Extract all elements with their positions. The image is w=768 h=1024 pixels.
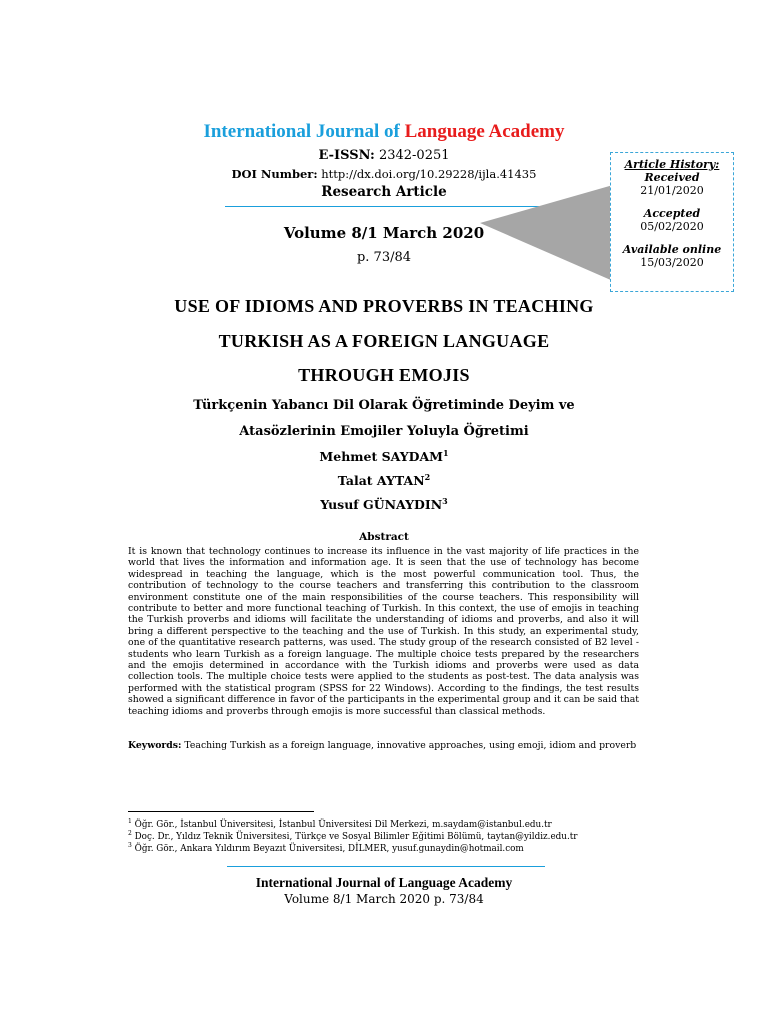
author-name: Mehmet SAYDAM bbox=[319, 449, 443, 465]
author-footnote-mark[interactable]: 1 bbox=[443, 448, 449, 458]
footer-journal-name: International Journal of Language Academy bbox=[255, 875, 513, 890]
keywords-text: Teaching Turkish as a foreign language, innovative approaches, using emoji, idiom and proverb bbox=[181, 740, 637, 751]
author-1 bbox=[0, 448, 768, 464]
abstract-heading: Abstract bbox=[359, 531, 409, 543]
issn-label: E-ISSN: bbox=[318, 148, 375, 163]
online-label: Available online bbox=[622, 243, 722, 256]
footnote-mark: 1 bbox=[128, 818, 132, 825]
keywords bbox=[128, 740, 639, 751]
paper-title-line-2: TURKISH AS A FOREIGN LANGUAGE bbox=[218, 331, 550, 351]
doi-label: DOI Number: bbox=[231, 167, 318, 181]
author-name: Talat AYTAN bbox=[337, 473, 425, 489]
issn-value: 2342-0251 bbox=[374, 148, 450, 163]
footer-divider bbox=[227, 866, 545, 867]
accepted-date: 05/02/2020 bbox=[640, 220, 704, 233]
footnote-text: Öğr. Gör., İstanbul Üniversitesi, İstanbul Üniversitesi Dil Merkezi, m.saydam@istanbul.edu.tr bbox=[131, 819, 552, 830]
abstract-body: It is known that technology continues to increase its influence in the vast majority of life practices in the world that lives the information and information age. It is seen that the use of technology has become widespread in teaching the language, which is the most powerful communication tool. Thus, the contribution of technology to the course teachers and transferring this contribution to the classroom environment constitute one of the main responsibilities of the course teachers. This responsibility will contribute to better and more functional teaching of Turkish. In this context, the use of emojis in teaching the Turkish proverbs and idioms will facilitate the understanding of idioms and proverbs, and also it will bring a different perspective to the teaching and the use of Turkish. In this study, an experimental study, one of the quantitative research patterns, was used. The study group of the research consisted of B2 level - students who learn Turkish as a foreign language. The multiple choice tests prepared by the researchers and the emojis determined in accordance with the Turkish idioms and proverbs were used as data collection tools. The multiple choice tests were applied to the students as post-test. The data analysis was performed with the statistical program (SPSS for 22 Windows). According to the findings, the test results showed a significant difference in favor of the participants in the experimental group and it can be said that teaching idioms and proverbs through emojis is more successful than classical methods. bbox=[128, 546, 639, 717]
volume-info: Volume 8/1 March 2020 bbox=[283, 224, 485, 242]
journal-title bbox=[0, 121, 768, 143]
footnote-text: Doç. Dr., Yıldız Teknik Üniversitesi, Türkçe ve Sosyal Bilimler Eğitimi Bölümü, taytan@yildiz.edu.tr bbox=[131, 831, 578, 842]
journal-title-part1: International Journal of bbox=[203, 121, 405, 142]
author-3 bbox=[0, 496, 768, 512]
footnote-3 bbox=[128, 840, 668, 855]
keywords-label: Keywords: bbox=[128, 740, 182, 751]
page-range: p. 73/84 bbox=[356, 250, 412, 265]
paper-title-line-3: THROUGH EMOJIS bbox=[298, 365, 470, 385]
author-footnote-mark[interactable]: 3 bbox=[442, 496, 448, 506]
footer-volume-pages: Volume 8/1 March 2020 p. 73/84 bbox=[284, 892, 484, 906]
turkish-title-line-1: Türkçenin Yabancı Dil Olarak Öğretiminde Deyim ve bbox=[193, 398, 575, 413]
author-name: Yusuf GÜNAYDIN bbox=[320, 497, 443, 513]
article-type: Research Article bbox=[321, 184, 447, 200]
footnote-text: Öğr. Gör., Ankara Yıldırım Beyazıt Üniversitesi, DİLMER, yusuf.gunaydin@hotmail.com bbox=[131, 843, 524, 854]
paper-title-line-1: USE OF IDIOMS AND PROVERBS IN TEACHING bbox=[174, 296, 594, 316]
history-title: Article History: bbox=[624, 158, 720, 171]
author-2 bbox=[0, 472, 768, 488]
journal-title-part2: Language Academy bbox=[404, 121, 565, 142]
received-label: Received bbox=[644, 171, 700, 184]
footnote-mark: 2 bbox=[128, 830, 132, 837]
footnote-divider bbox=[128, 811, 314, 812]
doi-link[interactable]: http://dx.doi.org/10.29228/ijla.41435 bbox=[317, 167, 537, 181]
received-date: 21/01/2020 bbox=[640, 184, 704, 197]
article-history-box bbox=[610, 152, 734, 292]
turkish-title-line-2: Atasözlerinin Emojiler Yoluyla Öğretimi bbox=[239, 424, 529, 439]
accepted-label: Accepted bbox=[643, 207, 701, 220]
online-date: 15/03/2020 bbox=[640, 256, 704, 269]
footnote-mark: 3 bbox=[128, 842, 132, 849]
author-footnote-mark[interactable]: 2 bbox=[424, 472, 431, 482]
